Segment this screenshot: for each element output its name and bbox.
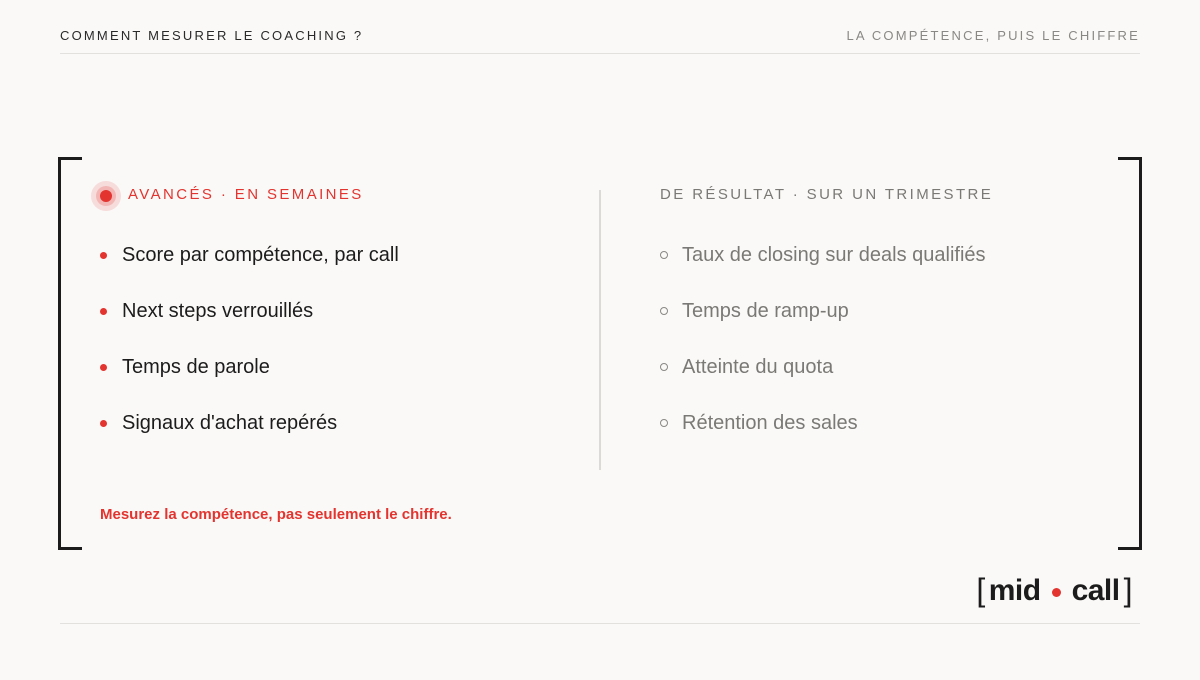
list-item	[660, 296, 986, 352]
list-item	[660, 352, 986, 408]
slide-title: COMMENT MESURER LE COACHING ?	[60, 28, 364, 43]
list-item-label: Temps de parole	[122, 356, 270, 378]
bullet-dot-icon	[100, 420, 107, 427]
left-bracket	[58, 157, 82, 550]
brand-logo	[976, 572, 1132, 609]
lagging-indicators-list	[660, 240, 986, 464]
footer-divider	[60, 623, 1140, 624]
logo-word-call: call	[1071, 573, 1120, 607]
bullet-dot-icon	[100, 252, 107, 259]
list-item-label: Atteinte du quota	[682, 356, 834, 378]
list-item	[660, 240, 986, 296]
list-item-label: Signaux d'achat repérés	[122, 412, 338, 434]
bullet-circle-icon	[660, 363, 668, 371]
bullet-dot-icon	[100, 308, 107, 315]
leading-indicators-list	[100, 240, 399, 464]
bullet-dot-icon	[100, 364, 107, 371]
lagging-indicators-heading: DE RÉSULTAT · SUR UN TRIMESTRE	[660, 186, 994, 203]
list-item-label: Rétention des sales	[682, 412, 858, 434]
logo-bracket-close: ]	[1123, 572, 1132, 608]
column-divider	[599, 190, 601, 470]
list-item-label: Score par compétence, par call	[122, 244, 399, 266]
list-item	[100, 352, 399, 408]
slide-header	[60, 26, 1140, 54]
takeaway-note: Mesurez la compétence, pas seulement le chiffre.	[100, 506, 452, 523]
logo-bracket-open: [	[976, 572, 985, 608]
list-item-label: Next steps verrouillés	[122, 300, 314, 322]
list-item-label: Taux de closing sur deals qualifiés	[682, 244, 986, 266]
list-item-label: Temps de ramp-up	[682, 300, 849, 322]
logo-dot-icon	[1052, 588, 1061, 597]
right-bracket	[1118, 157, 1142, 550]
list-item	[100, 240, 399, 296]
list-item	[100, 296, 399, 352]
bullet-circle-icon	[660, 307, 668, 315]
live-indicator-icon	[91, 181, 121, 211]
list-item	[100, 408, 399, 464]
bullet-circle-icon	[660, 419, 668, 427]
list-item	[660, 408, 986, 464]
slide-subtitle: LA COMPÉTENCE, PUIS LE CHIFFRE	[846, 28, 1140, 43]
logo-word-mid: mid	[988, 573, 1041, 607]
leading-indicators-heading: AVANCÉS · EN SEMAINES	[128, 186, 364, 203]
bullet-circle-icon	[660, 251, 668, 259]
